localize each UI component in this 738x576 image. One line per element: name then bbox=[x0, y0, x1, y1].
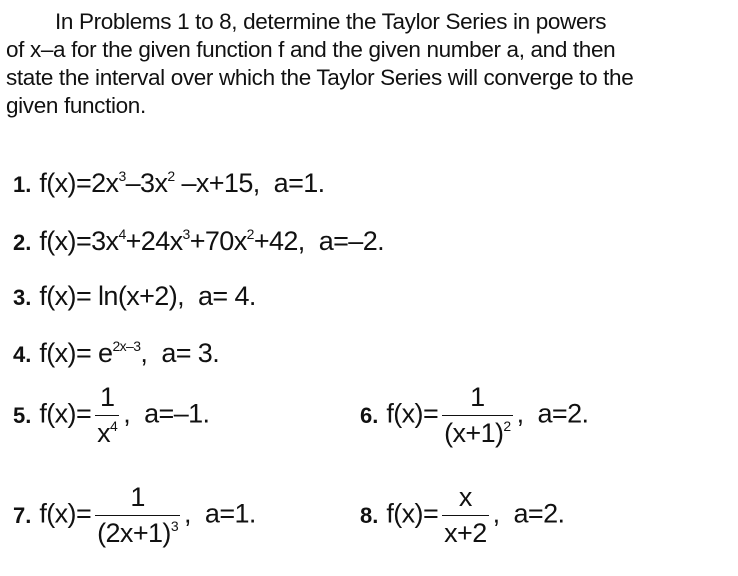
problem-number: 7. bbox=[13, 502, 32, 528]
function-expr: –3x bbox=[125, 168, 168, 198]
comma: , bbox=[516, 398, 524, 429]
function-expr: f(x)= bbox=[386, 398, 439, 429]
exponent: 2 bbox=[246, 226, 254, 242]
function-expr: f(x)= bbox=[39, 498, 92, 529]
a-value: a= 3. bbox=[161, 338, 220, 368]
exponent: 3 bbox=[118, 168, 126, 184]
problem-7 bbox=[13, 482, 256, 549]
exponent: 2 bbox=[503, 418, 511, 434]
problem-2 bbox=[13, 226, 384, 257]
instructions bbox=[6, 8, 726, 120]
a-value: a=–1. bbox=[144, 398, 210, 429]
problem-5 bbox=[13, 382, 209, 449]
a-value: a=2. bbox=[513, 498, 565, 529]
function-expr: , bbox=[140, 338, 148, 368]
fraction bbox=[442, 482, 488, 549]
comma: , bbox=[184, 498, 191, 529]
a-value: a=2. bbox=[537, 398, 589, 429]
numerator: 1 bbox=[470, 382, 485, 412]
problem-number: 8. bbox=[360, 502, 379, 528]
comma: , bbox=[492, 498, 500, 529]
denominator: x+2 bbox=[442, 515, 488, 549]
function-expr: f(x)= e bbox=[39, 338, 113, 368]
denominator-base: x bbox=[97, 418, 111, 448]
problem-number: 6. bbox=[360, 402, 379, 428]
exponent: 2x–3 bbox=[112, 338, 141, 354]
problem-1 bbox=[13, 168, 325, 199]
function-expr: f(x)=3x bbox=[39, 226, 119, 256]
a-value: a=1. bbox=[273, 168, 325, 198]
function-expr: +42, bbox=[253, 226, 305, 256]
denominator bbox=[442, 415, 512, 449]
fraction bbox=[95, 382, 119, 449]
exponent: 3 bbox=[182, 226, 190, 242]
a-value: a=1. bbox=[204, 498, 256, 529]
exponent: 4 bbox=[118, 226, 126, 242]
function-expr: f(x)= bbox=[386, 498, 439, 529]
a-value: a=–2. bbox=[318, 226, 385, 256]
instructions-line-3: state the interval over which the Taylor Series will converge to the bbox=[6, 65, 634, 90]
fraction bbox=[442, 382, 512, 449]
fraction bbox=[95, 482, 180, 549]
denominator-base: (2x+1) bbox=[97, 518, 171, 548]
function-expr: +24x bbox=[125, 226, 183, 256]
denominator-base: (x+1) bbox=[444, 418, 504, 448]
problem-number: 1. bbox=[13, 172, 32, 197]
instructions-line-2: of x–a for the given function f and the given number a, and then bbox=[6, 37, 616, 62]
numerator: 1 bbox=[99, 382, 115, 412]
function-expr: f(x)= ln(x+2), bbox=[39, 281, 184, 311]
numerator: 1 bbox=[130, 482, 145, 512]
numerator: x bbox=[458, 482, 472, 512]
problem-number: 3. bbox=[13, 285, 32, 310]
a-value: a= 4. bbox=[198, 281, 256, 311]
problem-8 bbox=[360, 482, 564, 549]
instructions-line-4: given function. bbox=[6, 93, 146, 118]
denominator bbox=[95, 415, 119, 449]
function-expr: –x+15, bbox=[174, 168, 260, 198]
denominator bbox=[95, 515, 180, 549]
exponent: 2 bbox=[167, 168, 175, 184]
function-expr: +70x bbox=[189, 226, 247, 256]
instructions-line-1: In Problems 1 to 8, determine the Taylor Series in powers bbox=[55, 9, 607, 34]
exponent: 3 bbox=[170, 518, 178, 534]
problem-number: 5. bbox=[13, 402, 32, 428]
comma: , bbox=[123, 398, 131, 429]
problem-4 bbox=[13, 338, 219, 369]
exponent: 4 bbox=[110, 418, 118, 434]
problem-6 bbox=[360, 382, 588, 449]
problem-number: 2. bbox=[13, 230, 32, 255]
problem-number: 4. bbox=[13, 342, 32, 367]
function-expr: f(x)= bbox=[39, 398, 92, 429]
function-expr: f(x)=2x bbox=[39, 168, 119, 198]
problem-3 bbox=[13, 281, 256, 312]
